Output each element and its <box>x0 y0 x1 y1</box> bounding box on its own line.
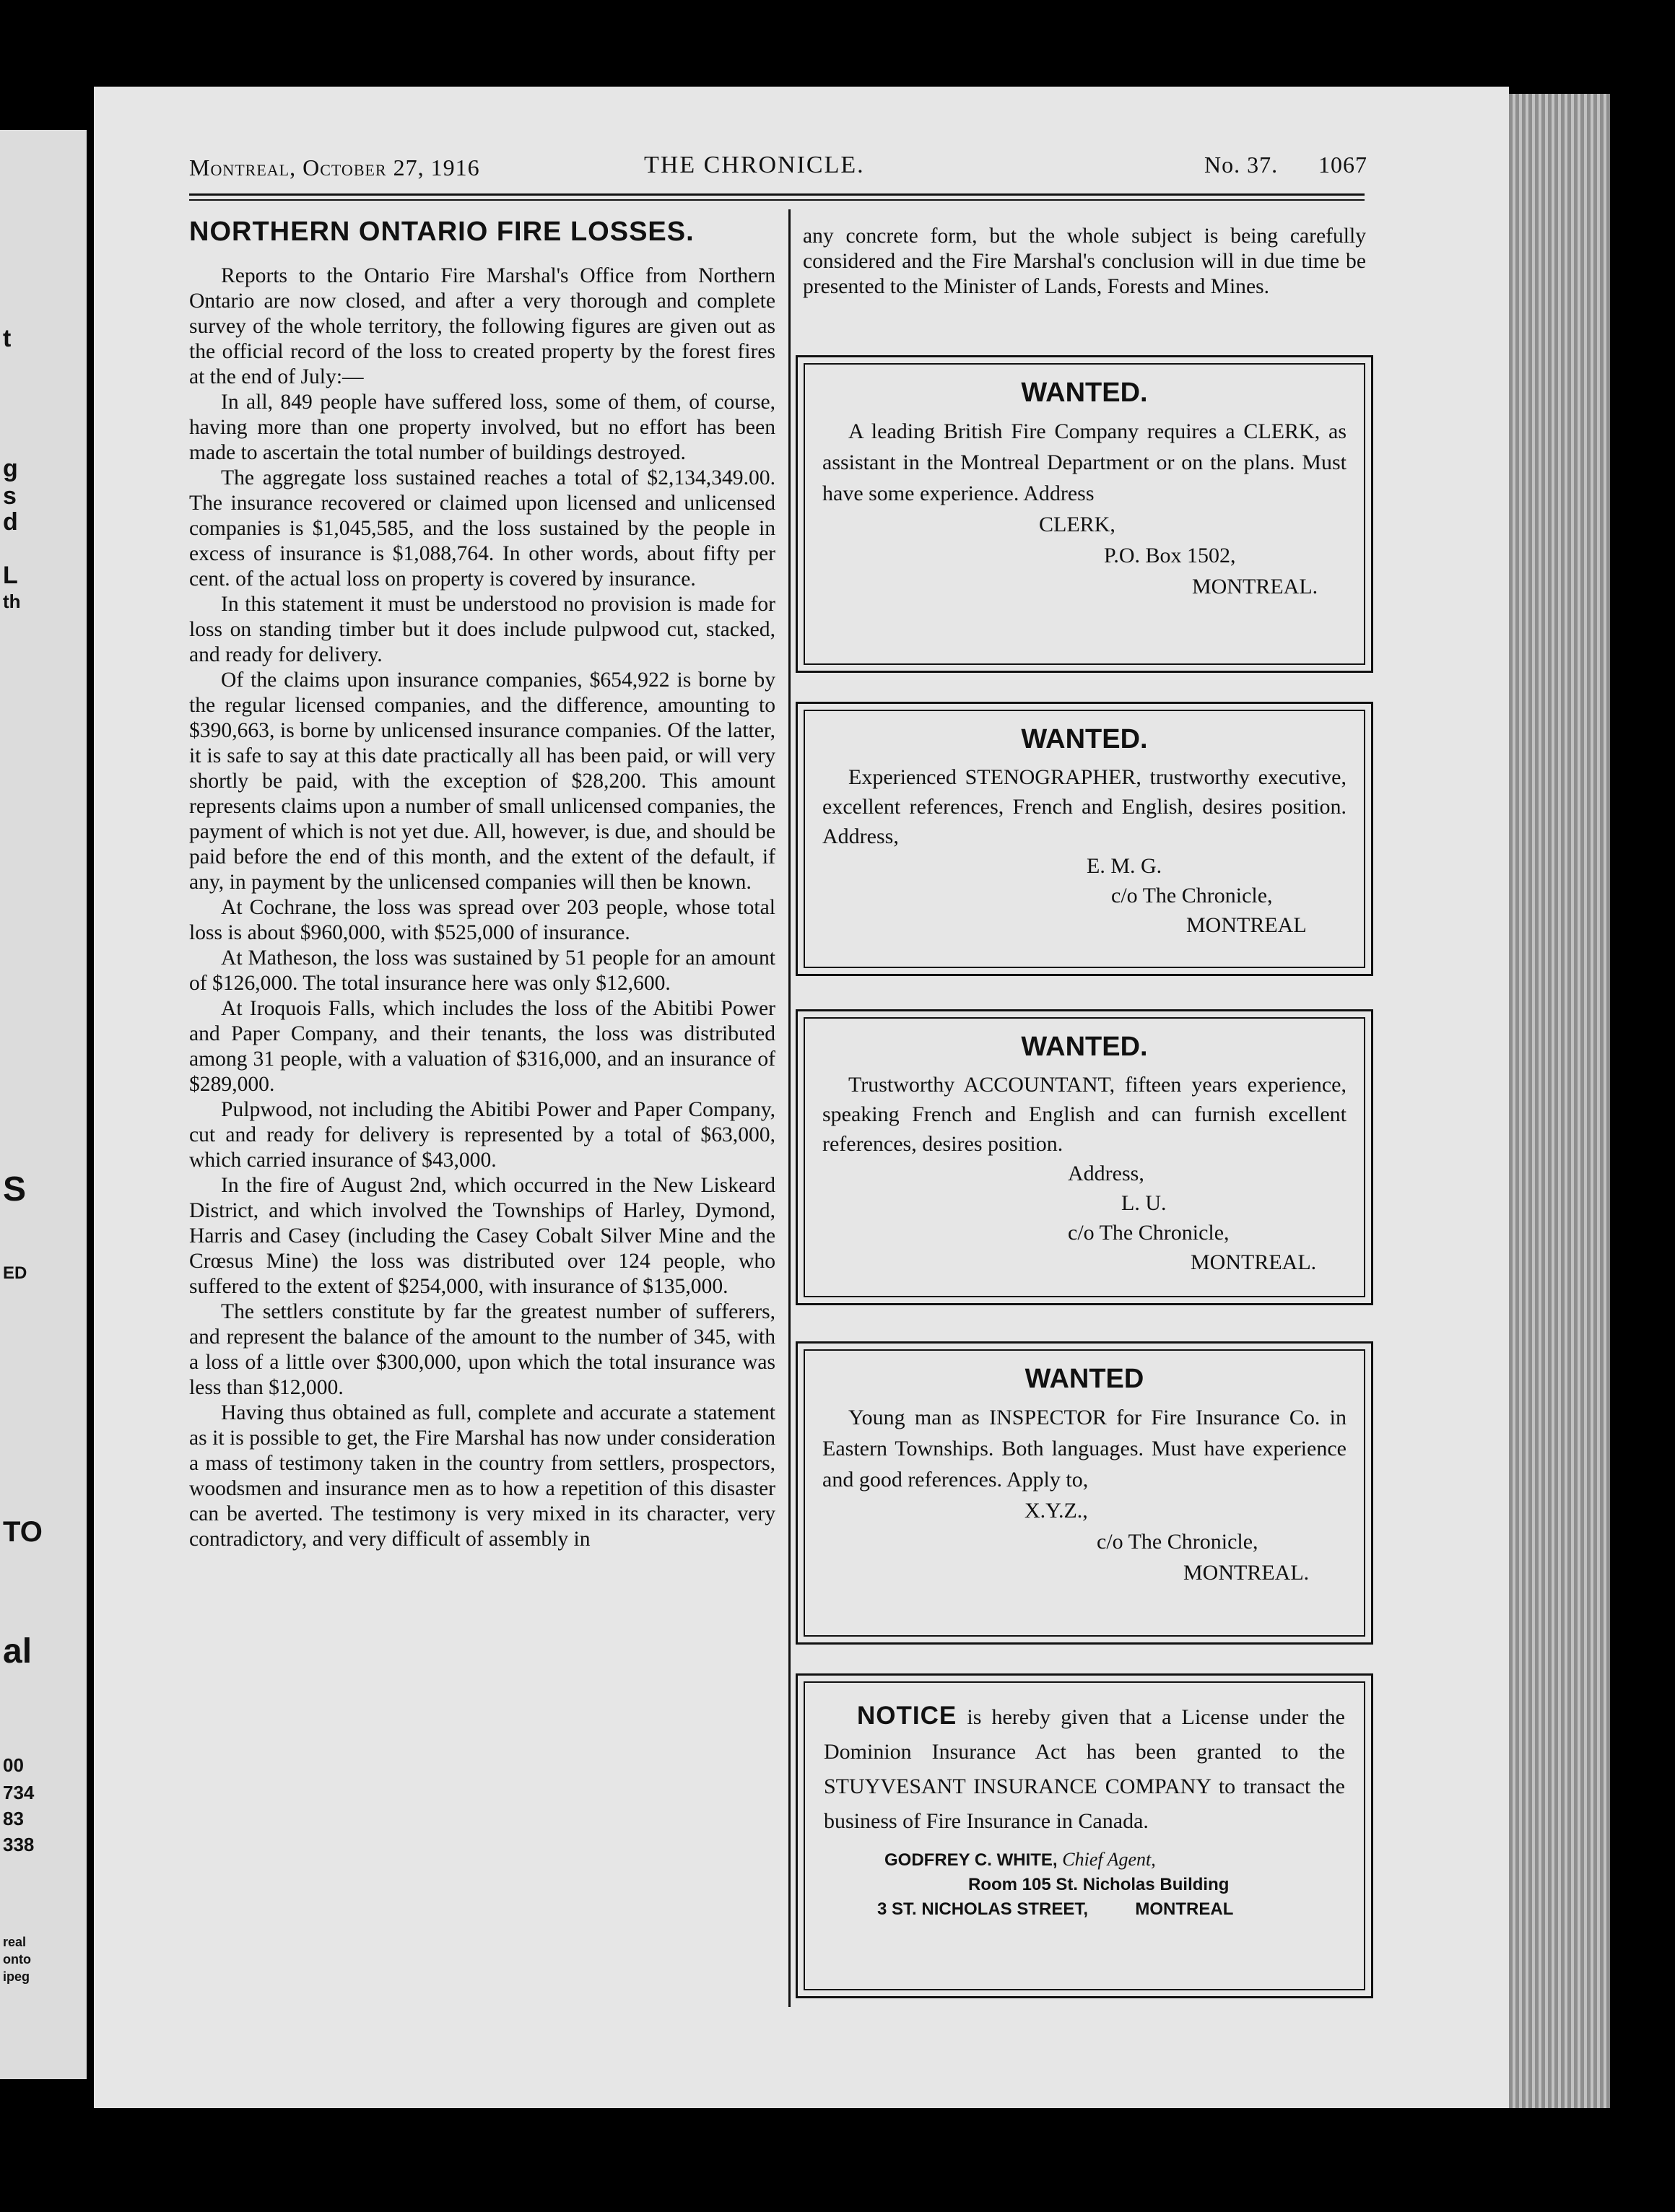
ad-heading: WANTED <box>1024 1364 1144 1394</box>
ad-address-line: MONTREAL. <box>1192 575 1318 598</box>
facing-fragment: 338 <box>3 1834 35 1855</box>
article-paragraph: At Cochrane, the loss was spread over 203 people, whose total loss is about $960,000, with $525,000 of insurance. <box>189 896 775 944</box>
ad-body: Experienced STENOGRAPHER, trustworthy executive, excellent references, French and English, desires position. Address, <box>822 765 1346 848</box>
ad-body: Trustworthy ACCOUNTANT, fifteen years experience, speaking French and English and can furnish excellent references, desires position. <box>822 1073 1346 1156</box>
facing-fragment: S <box>3 1170 27 1209</box>
ad-address-line: MONTREAL. <box>1191 1250 1317 1274</box>
ad-heading: WANTED. <box>1021 1032 1148 1062</box>
facing-fragment: g <box>3 455 18 482</box>
ad-address-line: c/o The Chronicle, <box>1068 1221 1230 1245</box>
article-title: NORTHERN ONTARIO FIRE LOSSES. <box>189 217 695 247</box>
article-paragraph: In the fire of August 2nd, which occurred in the New Liskeard District, and which involved the Townships of Harley, Dymond, Harris and Casey (including the Casey Cobalt Silver Mine and the Crœsus Mine) the loss was distributed over 124 people, who suffered to the extent of $254,000, with insurance of $135,000. <box>189 1174 775 1298</box>
article-continuation <box>803 224 1366 300</box>
facing-fragment: real <box>3 1935 27 1949</box>
ad-address-line: L. U. <box>1121 1191 1167 1215</box>
ad-body: Young man as INSPECTOR for Fire Insurance Co. in Eastern Townships. Both languages. Must have experience and good references. Apply to, <box>822 1406 1346 1492</box>
facing-fragment: al <box>3 1632 32 1671</box>
agent-city: MONTREAL <box>1135 1899 1234 1919</box>
header-rule <box>189 199 1365 201</box>
ad-address-line: CLERK, <box>1039 513 1115 536</box>
ad-address-line: MONTREAL. <box>1183 1561 1310 1585</box>
ad-heading: WANTED. <box>1021 724 1148 754</box>
notice-body: is hereby given that a License under the Dominion Insurance Act has been granted to the STUYVESANT INSURANCE COMPANY to transact the business of Fire Insurance in Canada. <box>824 1705 1345 1833</box>
wanted-ad-clerk <box>796 355 1373 673</box>
notice-lead-word: NOTICE <box>857 1702 957 1730</box>
article-column <box>189 217 775 1552</box>
article-paragraph: In this statement it must be understood no provision is made for loss on standing timber but it does include pulpwood cut, stacked, and ready for delivery. <box>189 593 775 666</box>
issue-number: No. 37. <box>1204 152 1279 178</box>
facing-fragment: s <box>3 482 17 510</box>
article-paragraph: In all, 849 people have suffered loss, some of them, of course, having more than one property involved, but no effort has been made to ascertain the total number of buildings destroyed. <box>189 391 775 464</box>
header-rule <box>189 193 1365 196</box>
facing-page-edge <box>0 130 87 2079</box>
facing-fragment: ipeg <box>3 1969 30 1984</box>
article-continuation-text: any concrete form, but the whole subject is being carefully considered and the Fire Marshal's conclusion will in due time be presented to the Minister of Lands, Forests and Mines. <box>803 225 1366 298</box>
agent-address: Room 105 St. Nicholas Building <box>968 1875 1230 1894</box>
page-number: 1067 <box>1318 152 1367 178</box>
agent-street: 3 ST. NICHOLAS STREET, <box>877 1899 1089 1919</box>
facing-fragment: ED <box>3 1263 27 1283</box>
facing-fragment: TO <box>3 1516 43 1548</box>
running-head-title: THE CHRONICLE. <box>644 152 865 178</box>
ad-body: A leading British Fire Company requires a CLERK, as assistant in the Montreal Department or on the plans. Must have some experience. Address <box>822 419 1346 505</box>
facing-fragment: 00 <box>3 1754 24 1776</box>
wanted-ad-inspector <box>796 1341 1373 1645</box>
facing-fragment: onto <box>3 1952 31 1967</box>
article-paragraph: The settlers constitute by far the greatest number of sufferers, and represent the balance of the amount to the number of 345, with a loss of a little over $300,000, upon which the total insurance was less than $12,000. <box>189 1300 775 1399</box>
article-paragraph: At Matheson, the loss was sustained by 51 people for an amount of $126,000. The total insurance here was only $12,600. <box>189 946 775 995</box>
article-paragraph: Of the claims upon insurance companies, $654,922 is borne by the regular licensed companies, and the difference, amounting to $390,663, is borne by unlicensed insurance companies. Of the latter, it is safe to say at this date practically all has been paid, or will very shortly be paid, with the exception of $28,200. This amount represents claims upon a number of small unlicensed companies, the payment of which is not yet due. All, however, is due, and should be paid before the end of this month, and the extent of the default, if any, in payment by the unlicensed companies will then be known. <box>189 669 775 894</box>
ad-address-line: c/o The Chronicle, <box>1097 1530 1258 1554</box>
running-head-dateline: Montreal, October 27, 1916 <box>189 154 480 180</box>
article-paragraph: Pulpwood, not including the Abitibi Power and Paper Company, cut and ready for delivery is represented by a total of $63,000, which carried insurance of $43,000. <box>189 1098 775 1172</box>
article-paragraph: Reports to the Ontario Fire Marshal's Office from Northern Ontario are now closed, and after a very thorough and complete survey of the whole territory, the following figures are given out as the official record of the loss to created property by the forest fires at the end of July:— <box>189 264 775 388</box>
wanted-ad-accountant <box>796 1009 1373 1305</box>
facing-fragment: L <box>3 562 18 589</box>
license-notice <box>796 1673 1373 1998</box>
facing-fragment: 83 <box>3 1808 24 1829</box>
ad-address-line: Address, <box>1068 1162 1144 1185</box>
article-paragraph: At Iroquois Falls, which includes the loss of the Abitibi Power and Paper Company, and their tenants, the loss was distributed among 31 people, with a valuation of $316,000, and an insurance of $289,000. <box>189 997 775 1096</box>
wanted-ad-stenographer <box>796 702 1373 976</box>
column-rule <box>788 209 791 2007</box>
facing-fragment: 734 <box>3 1782 35 1803</box>
ad-heading: WANTED. <box>1021 378 1148 408</box>
facing-fragment: t <box>3 325 12 352</box>
facing-fragment: th <box>3 591 21 612</box>
facing-fragment: d <box>3 508 18 536</box>
ad-address-line: P.O. Box 1502, <box>1104 544 1236 567</box>
article-paragraph: Having thus obtained as full, complete and accurate a statement as it is possible to get, the Fire Marshal has now under consideration a mass of testimony taken in the country from settlers, prospectors, woodsmen and insurance men as to how a repetition of this disaster can be averted. The testimony is very mixed in its character, very contradictory, and very difficult of assembly in <box>189 1401 775 1551</box>
ad-address-line: E. M. G. <box>1087 854 1162 878</box>
agent-title: Chief Agent, <box>1062 1849 1156 1870</box>
ad-address-line: MONTREAL <box>1186 913 1307 937</box>
article-paragraph: The aggregate loss sustained reaches a total of $2,134,349.00. The insurance recovered or claimed upon licensed and unlicensed companies is $1,045,585, and the loss sustained by the people in excess of insurance is $1,088,764. In other words, about fifty per cent. of the actual loss on property is covered by insurance. <box>189 466 775 591</box>
ad-address-line: X.Y.Z., <box>1024 1499 1088 1523</box>
ad-address-line: c/o The Chronicle, <box>1111 884 1273 907</box>
agent-name: GODFREY C. WHITE, <box>884 1850 1058 1870</box>
book-page-edges <box>1509 94 1610 2108</box>
